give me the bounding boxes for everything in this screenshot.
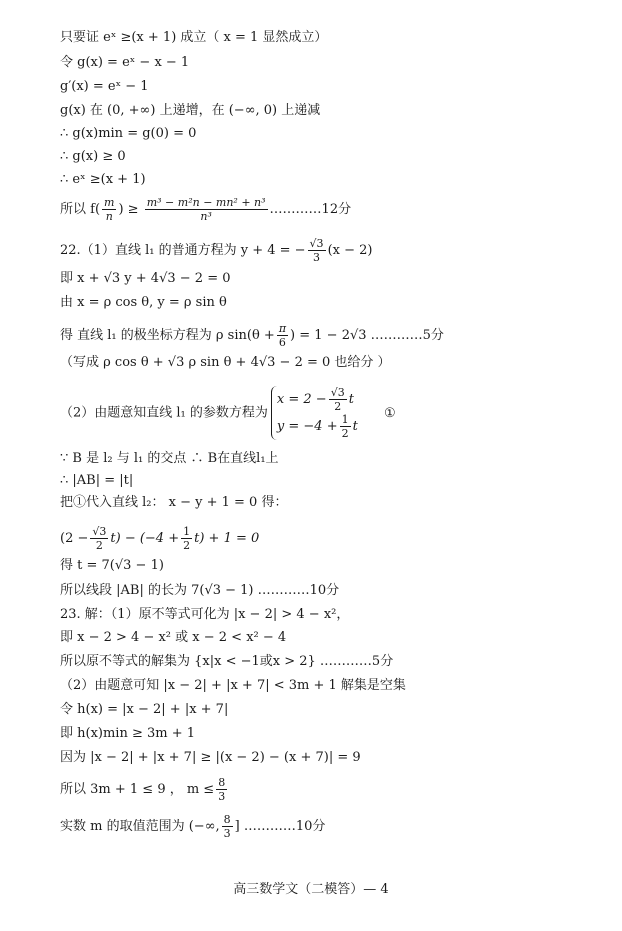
line-16: ∴ |AB| = |t|	[60, 473, 134, 488]
fraction-denominator: 3	[218, 790, 226, 803]
line-7: ∴ eˣ ≥(x + 1)	[60, 172, 146, 187]
fraction-denominator: 2	[334, 400, 342, 413]
line-25: 令 h(x) = |x − 2| + |x + 7|	[60, 702, 229, 717]
system-row-x	[277, 386, 358, 413]
line-13: （写成 ρ cos θ + √3 ρ sin θ + 4√3 − 2 = 0 也给分 ）	[60, 355, 391, 370]
fraction-numerator: m	[104, 196, 115, 209]
fraction-denominator: n	[105, 210, 113, 223]
line-12-part-b: ) = 1 − 2√3 …………5分	[290, 328, 444, 343]
line-29-part-b: ] …………10分	[234, 819, 326, 834]
fraction-denominator: 2	[183, 539, 191, 552]
line-14-part-a: （2）由题意知直线 l₁ 的参数方程为	[60, 405, 268, 421]
line-19: 得 t = 7(√3 − 1)	[60, 558, 164, 573]
line-9-part-a: 22.（1）直线 l₁ 的普通方程为 y + 4 = −	[60, 243, 306, 258]
line-1: 只要证 eˣ ≥(x + 1) 成立（ x = 1 显然成立）	[60, 30, 328, 45]
line-2: 令 g(x) = eˣ − x − 1	[60, 55, 190, 70]
line-18	[60, 525, 259, 552]
line-21: 23. 解：（1）原不等式可化为 |x − 2| > 4 − x²，	[60, 607, 350, 622]
line-29-part-a: 实数 m 的取值范围为 (−∞,	[60, 819, 220, 834]
fraction-numerator: 8	[218, 776, 226, 789]
system-row-x-lhs: x = 2 −	[276, 392, 327, 407]
line-4: g(x) 在 (0, +∞) 上递增，在 (−∞, 0) 上递减	[60, 103, 321, 118]
system-row-y-t: t	[352, 419, 358, 434]
line-14	[60, 386, 396, 440]
circled-one-mark: ①	[383, 405, 396, 421]
fraction-1-over-2	[340, 413, 351, 440]
line-26: 即 h(x)min ≥ 3m + 1	[60, 726, 196, 741]
line-9-part-b: (x − 2)	[327, 243, 373, 258]
system-row-y	[277, 413, 358, 440]
line-9	[60, 237, 372, 264]
line-5: ∴ g(x)min = g(0) = 0	[60, 126, 197, 141]
fraction-sqrt3-over-2	[90, 525, 108, 552]
fraction-numerator: √3	[309, 237, 324, 250]
line-29	[60, 813, 325, 840]
fraction-numerator: π	[278, 322, 287, 335]
line-17: 把①代入直线 l₂： x − y + 1 = 0 得：	[60, 495, 288, 510]
line-3: g′(x) = eˣ − 1	[60, 79, 149, 94]
line-27: 因为 |x − 2| + |x + 7| ≥ |(x − 2) − (x + 7)| = 9	[60, 750, 361, 765]
line-15: ∵ B 是 l₂ 与 l₁ 的交点 ∴ B在直线l₁上	[60, 451, 279, 466]
fraction-8-over-3	[222, 813, 233, 840]
fraction-denominator: n³	[200, 210, 212, 223]
fraction-m-over-n	[102, 196, 116, 223]
fraction-main	[145, 196, 268, 223]
fraction-numerator: √3	[92, 525, 107, 538]
page-footer: 高三数学文（二模答）— 4	[233, 882, 389, 897]
line-18-part-c: t) + 1 = 0	[194, 531, 260, 546]
score-mark: …………12分	[269, 202, 352, 217]
fraction-numerator: 1	[183, 525, 191, 538]
line-12	[60, 322, 444, 349]
line-18-part-a: (2 −	[60, 531, 89, 546]
line-28-part-a: 所以 3m + 1 ≤ 9 ， m ≤	[60, 782, 215, 797]
line-28	[60, 776, 229, 803]
line-8-part-a: 所以 f(	[60, 202, 101, 217]
line-24: （2）由题意可知 |x − 2| + |x + 7| < 3m + 1 解集是空集	[60, 678, 406, 693]
fraction-numerator: m³ − m²n − mn² + n³	[146, 196, 266, 209]
system-row-x-t: t	[348, 392, 354, 407]
fraction-numerator: √3	[330, 386, 345, 399]
fraction-sqrt3-over-2	[329, 386, 347, 413]
system-row-y-lhs: y = −4 +	[276, 419, 338, 434]
line-6: ∴ g(x) ≥ 0	[60, 149, 126, 164]
fraction-8-over-3	[216, 776, 227, 803]
line-22: 即 x − 2 > 4 − x² 或 x − 2 < x² − 4	[60, 630, 287, 645]
parametric-system-brace	[271, 386, 358, 440]
line-11: 由 x = ρ cos θ, y = ρ sin θ	[60, 295, 227, 310]
fraction-1-over-2	[181, 525, 192, 552]
line-10: 即 x + √3 y + 4√3 − 2 = 0	[60, 271, 231, 286]
fraction-denominator: 3	[313, 251, 321, 264]
fraction-denominator: 3	[223, 827, 231, 840]
line-23: 所以原不等式的解集为 {x|x < −1或x > 2} …………5分	[60, 654, 394, 669]
fraction-denominator: 2	[95, 539, 103, 552]
fraction-pi-over-6	[277, 322, 288, 349]
line-18-part-b: t) − (−4 +	[110, 531, 180, 546]
fraction-numerator: 8	[223, 813, 231, 826]
fraction-numerator: 1	[341, 413, 349, 426]
line-8	[60, 196, 351, 223]
fraction-denominator: 2	[341, 427, 349, 440]
line-8-part-b: ) ≥	[118, 202, 139, 217]
line-12-part-a: 得 直线 l₁ 的极坐标方程为 ρ sin(θ +	[60, 328, 275, 343]
fraction-denominator: 6	[278, 336, 286, 349]
line-20: 所以线段 |AB| 的长为 7(√3 − 1) …………10分	[60, 583, 340, 598]
fraction-sqrt3-over-3	[308, 237, 326, 264]
